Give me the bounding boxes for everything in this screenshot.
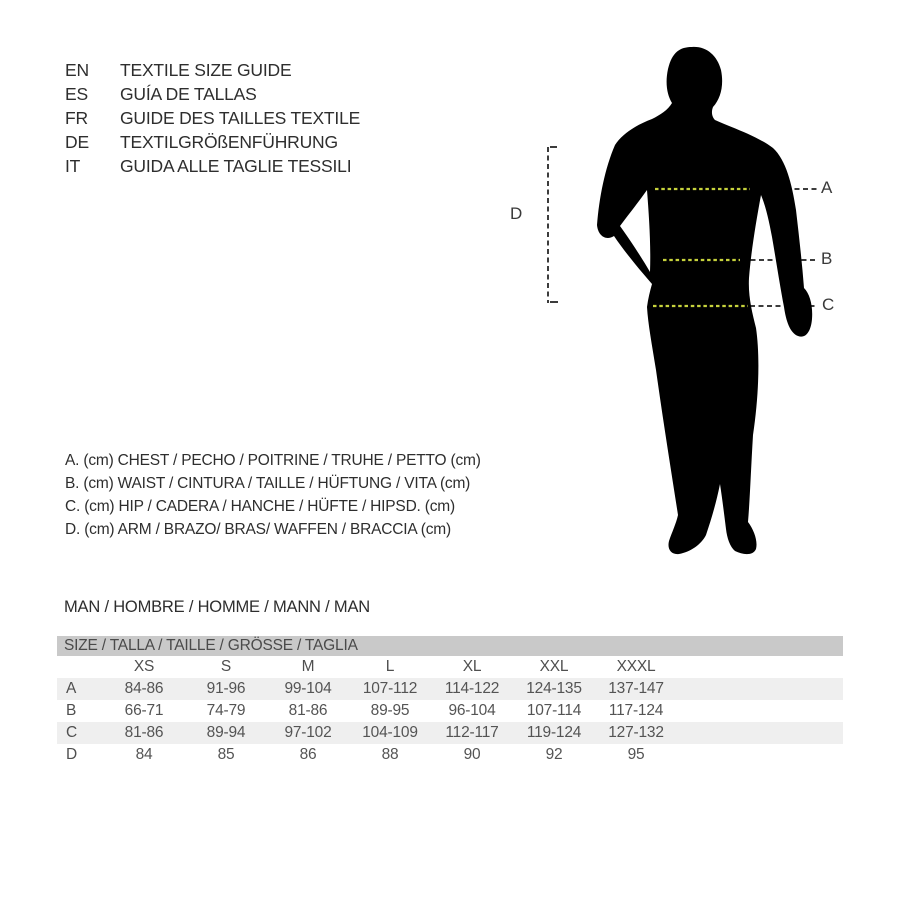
- language-code: IT: [65, 156, 81, 176]
- man-silhouette-figure: [500, 40, 840, 580]
- size-column-header: XS: [133, 658, 155, 675]
- category-title: MAN / HOMBRE / HOMME / MANN / MAN: [64, 598, 370, 616]
- size-value-cell: 86: [299, 746, 317, 763]
- marker-arm: D: [510, 204, 523, 223]
- size-column-header: XXL: [539, 658, 569, 675]
- size-value-cell: 124-135: [526, 680, 582, 697]
- size-value-cell: 137-147: [608, 680, 664, 697]
- size-value-cell: 112-117: [445, 724, 499, 741]
- legend-line-waist: B. (cm) WAIST / CINTURA / TAILLE / HÜFTUNG / VITA (cm): [65, 475, 471, 492]
- legend-line-hip: C. (cm) HIP / CADERA / HANCHE / HÜFTE / HIPSD. (cm): [65, 498, 455, 515]
- legend-line-arm: D. (cm) ARM / BRAZO/ BRAS/ WAFFEN / BRACCIA (cm): [65, 521, 451, 538]
- size-column-header: M: [301, 658, 315, 675]
- size-value-cell: 107-112: [362, 680, 418, 697]
- size-value-cell: 88: [381, 746, 399, 763]
- size-value-cell: 81-86: [124, 724, 164, 741]
- size-value-cell: 91-96: [206, 680, 246, 697]
- size-value-cell: 66-71: [124, 702, 164, 719]
- size-column-header: L: [385, 658, 395, 675]
- marker-chest: A: [821, 178, 833, 197]
- legend-line-chest: A. (cm) CHEST / PECHO / POITRINE / TRUHE / PETTO (cm): [65, 452, 481, 469]
- language-code: FR: [65, 108, 88, 128]
- language-row: [65, 58, 360, 82]
- guide-title: TEXTILE SIZE GUIDE: [120, 60, 292, 80]
- size-value-cell: 107-114: [526, 702, 582, 719]
- size-column-header-row: [57, 656, 843, 678]
- size-table-title-bar: [57, 636, 843, 656]
- marker-hip: C: [822, 295, 835, 314]
- measurement-row-label: B: [66, 702, 77, 719]
- size-value-cell: 95: [627, 746, 645, 763]
- size-value-cell: 74-79: [206, 702, 246, 719]
- size-column-header: S: [220, 658, 232, 675]
- language-row: [65, 82, 360, 106]
- language-title-list: [65, 58, 360, 178]
- language-row: [65, 154, 360, 178]
- guide-title: GUIDA ALLE TAGLIE TESSILI: [120, 156, 352, 176]
- size-value-cell: 89-94: [206, 724, 246, 741]
- measurement-legend: [65, 449, 481, 541]
- size-column-header: XXXL: [616, 658, 656, 675]
- size-value-cell: 81-86: [288, 702, 328, 719]
- language-row: [65, 130, 360, 154]
- size-table-row: [57, 700, 843, 722]
- language-row: [65, 106, 360, 130]
- man-silhouette: [597, 47, 812, 554]
- measurement-row-label: C: [66, 724, 78, 741]
- marker-waist: B: [821, 249, 833, 268]
- size-value-cell: 127-132: [608, 724, 664, 741]
- measurement-row-label: A: [66, 680, 77, 697]
- size-value-cell: 119-124: [526, 724, 582, 741]
- size-value-cell: 84: [135, 746, 153, 763]
- size-value-cell: 84-86: [124, 680, 164, 697]
- guide-title: TEXTILGRÖßENFÜHRUNG: [120, 132, 338, 152]
- size-column-header: XL: [462, 658, 482, 675]
- size-value-cell: 96-104: [448, 702, 496, 719]
- size-table: [57, 636, 843, 766]
- guide-title: GUÍA DE TALLAS: [120, 84, 257, 104]
- size-table-row: [57, 678, 843, 700]
- size-value-cell: 117-124: [608, 702, 664, 719]
- size-value-cell: 114-122: [444, 680, 500, 697]
- size-value-cell: 89-95: [370, 702, 410, 719]
- size-table-title: SIZE / TALLA / TAILLE / GRÖSSE / TAGLIA: [64, 637, 358, 654]
- language-code: DE: [65, 132, 89, 152]
- guide-title: GUIDE DES TAILLES TEXTILE: [120, 108, 361, 128]
- size-value-cell: 85: [217, 746, 235, 763]
- size-value-cell: 90: [463, 746, 481, 763]
- language-code: EN: [65, 60, 89, 80]
- measurement-row-label: D: [66, 746, 78, 763]
- size-table-row: [57, 744, 843, 766]
- size-value-cell: 97-102: [284, 724, 332, 741]
- size-value-cell: 104-109: [362, 724, 418, 741]
- language-code: ES: [65, 84, 88, 104]
- size-value-cell: 92: [545, 746, 563, 763]
- size-value-cell: 99-104: [284, 680, 332, 697]
- size-table-row: [57, 722, 843, 744]
- size-table-body: [57, 678, 843, 766]
